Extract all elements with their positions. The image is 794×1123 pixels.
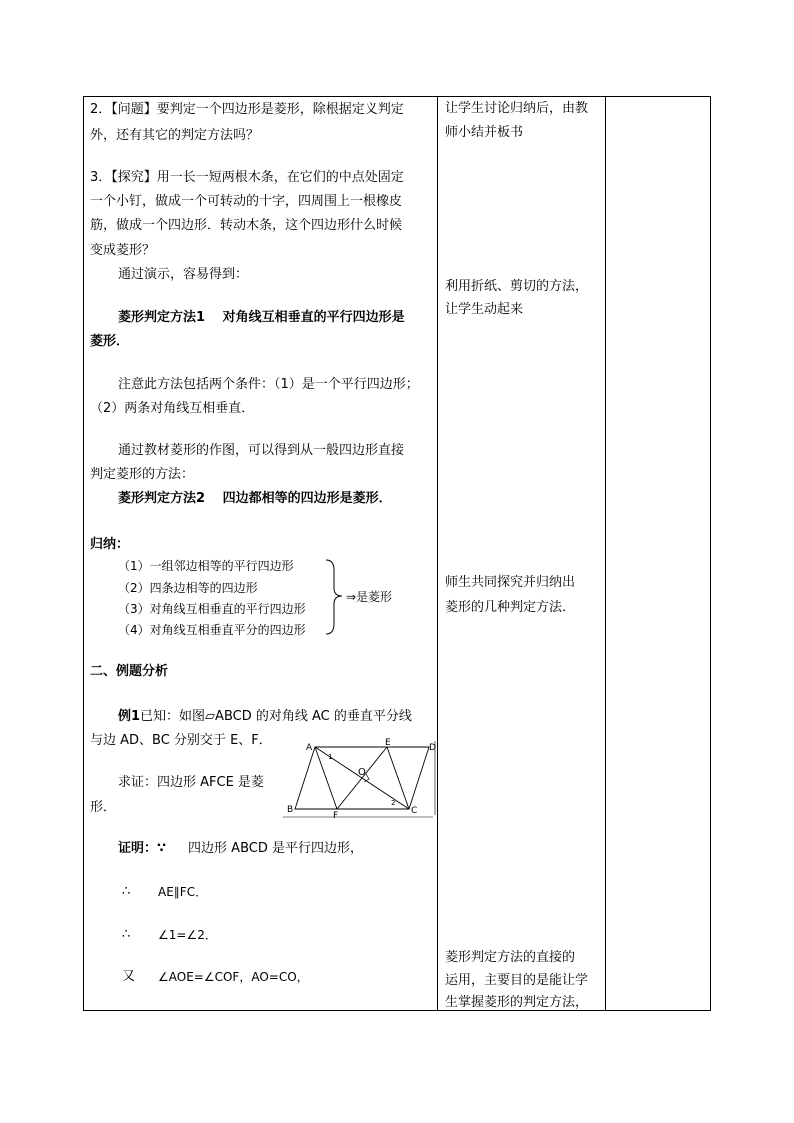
summary-item-2: （2）四条边相等的四边形 bbox=[118, 581, 258, 595]
label-angle-1: 1 bbox=[328, 753, 333, 761]
note-1-line1: 让学生讨论归纳后，由教 bbox=[445, 101, 589, 116]
section-2-heading: 二、例题分析 bbox=[90, 664, 169, 679]
label-o: O bbox=[358, 767, 366, 778]
question-3-line4: 变成菱形？ bbox=[90, 243, 156, 258]
note-3-line2: 菱形的几种判定方法． bbox=[445, 600, 576, 615]
note-4-line1: 菱形判定方法的直接的 bbox=[445, 950, 576, 965]
summary-item-4: （4）对角线互相垂直平分的四边形 bbox=[118, 623, 306, 637]
label-d: D bbox=[429, 743, 436, 753]
example-1-label: 例1 bbox=[118, 709, 141, 724]
note-1-line2: 师小结并板书 bbox=[445, 125, 524, 140]
label-c: C bbox=[411, 806, 418, 816]
note-3-line1: 师生共同探究并归纳出 bbox=[445, 575, 576, 590]
prove-line1: 求证：四边形 AFCE 是菱 bbox=[118, 775, 264, 790]
proof-label: 证明：∵ bbox=[118, 841, 167, 856]
example-1-given: 已知：如图▱ABCD 的对角线 AC 的垂直平分线 bbox=[140, 709, 412, 724]
label-a: A bbox=[306, 743, 313, 753]
note-2-line1: 利用折纸、剪切的方法， bbox=[445, 279, 589, 294]
proof-statement-4: ∠AOE=∠COF，AO=CO， bbox=[158, 970, 309, 984]
method-2: 菱形判定方法2 四边都相等的四边形是菱形． bbox=[118, 491, 392, 506]
question-3-line2: 一个小钉，做成一个可转动的十字，四周围上一根橡皮 bbox=[90, 194, 403, 209]
also-label: 又 bbox=[122, 969, 136, 984]
example-1-line2: 与边 AD、BC 分别交于 E、F． bbox=[90, 733, 272, 748]
question-3-line3: 筋，做成一个四边形．转动木条，这个四边形什么时候 bbox=[90, 218, 403, 233]
column-divider-2 bbox=[605, 96, 606, 1011]
demo-text: 通过演示，容易得到： bbox=[118, 267, 249, 282]
note-line2: （2）两条对角线互相垂直． bbox=[90, 401, 255, 416]
example-1-line1 bbox=[118, 706, 412, 728]
label-f: F bbox=[333, 811, 339, 821]
proof-line1 bbox=[118, 838, 363, 860]
note-4-line2: 运用，主要目的是能让学 bbox=[445, 973, 589, 988]
textbook-line1: 通过教材菱形的作图，可以得到从一般四边形直接 bbox=[118, 443, 405, 458]
therefore-symbol-1: ∴ bbox=[122, 884, 131, 899]
summary-item-1: （1）一组邻边相等的平行四边形 bbox=[118, 559, 294, 573]
question-2-line2: 外，还有其它的判定方法吗？ bbox=[90, 128, 260, 143]
summary-title: 归纳： bbox=[90, 537, 130, 552]
question-3-line1: 3．【探究】用一长一短两根木条，在它们的中点处固定 bbox=[90, 170, 404, 185]
note-line1: 注意此方法包括两个条件：（1）是一个平行四边形； bbox=[118, 377, 419, 392]
proof-statement-3: ∠1=∠2． bbox=[158, 928, 217, 942]
note-4-line3: 生掌握菱形的判定方法， bbox=[445, 995, 589, 1010]
summary-item-3: （3）对角线互相垂直的平行四边形 bbox=[118, 602, 306, 616]
method-1-line2: 菱形． bbox=[90, 334, 130, 349]
column-divider-1 bbox=[437, 96, 438, 1011]
prove-line2: 形． bbox=[90, 800, 117, 815]
proof-statement-2: AE∥FC． bbox=[158, 885, 208, 899]
question-2-line1: 2．【问题】要判定一个四边形是菱形，除根据定义判定 bbox=[90, 102, 404, 117]
label-angle-2: 2 bbox=[391, 799, 396, 807]
method-1-line1: 菱形判定方法1 对角线互相垂直的平行四边形是 bbox=[118, 310, 405, 325]
proof-statement-1: 四边形 ABCD 是平行四边形， bbox=[188, 841, 363, 856]
textbook-line2: 判定菱形的方法： bbox=[90, 467, 195, 482]
label-b: B bbox=[287, 805, 294, 815]
note-2-line2: 让学生动起来 bbox=[445, 302, 524, 317]
summary-brace bbox=[322, 558, 344, 636]
segment-af bbox=[315, 747, 337, 809]
label-e: E bbox=[385, 738, 391, 748]
therefore-symbol-2: ∴ bbox=[122, 927, 131, 942]
parallelogram-figure bbox=[283, 737, 438, 822]
summary-result: ⇒是菱形 bbox=[346, 590, 393, 604]
segment-ef bbox=[337, 747, 387, 809]
